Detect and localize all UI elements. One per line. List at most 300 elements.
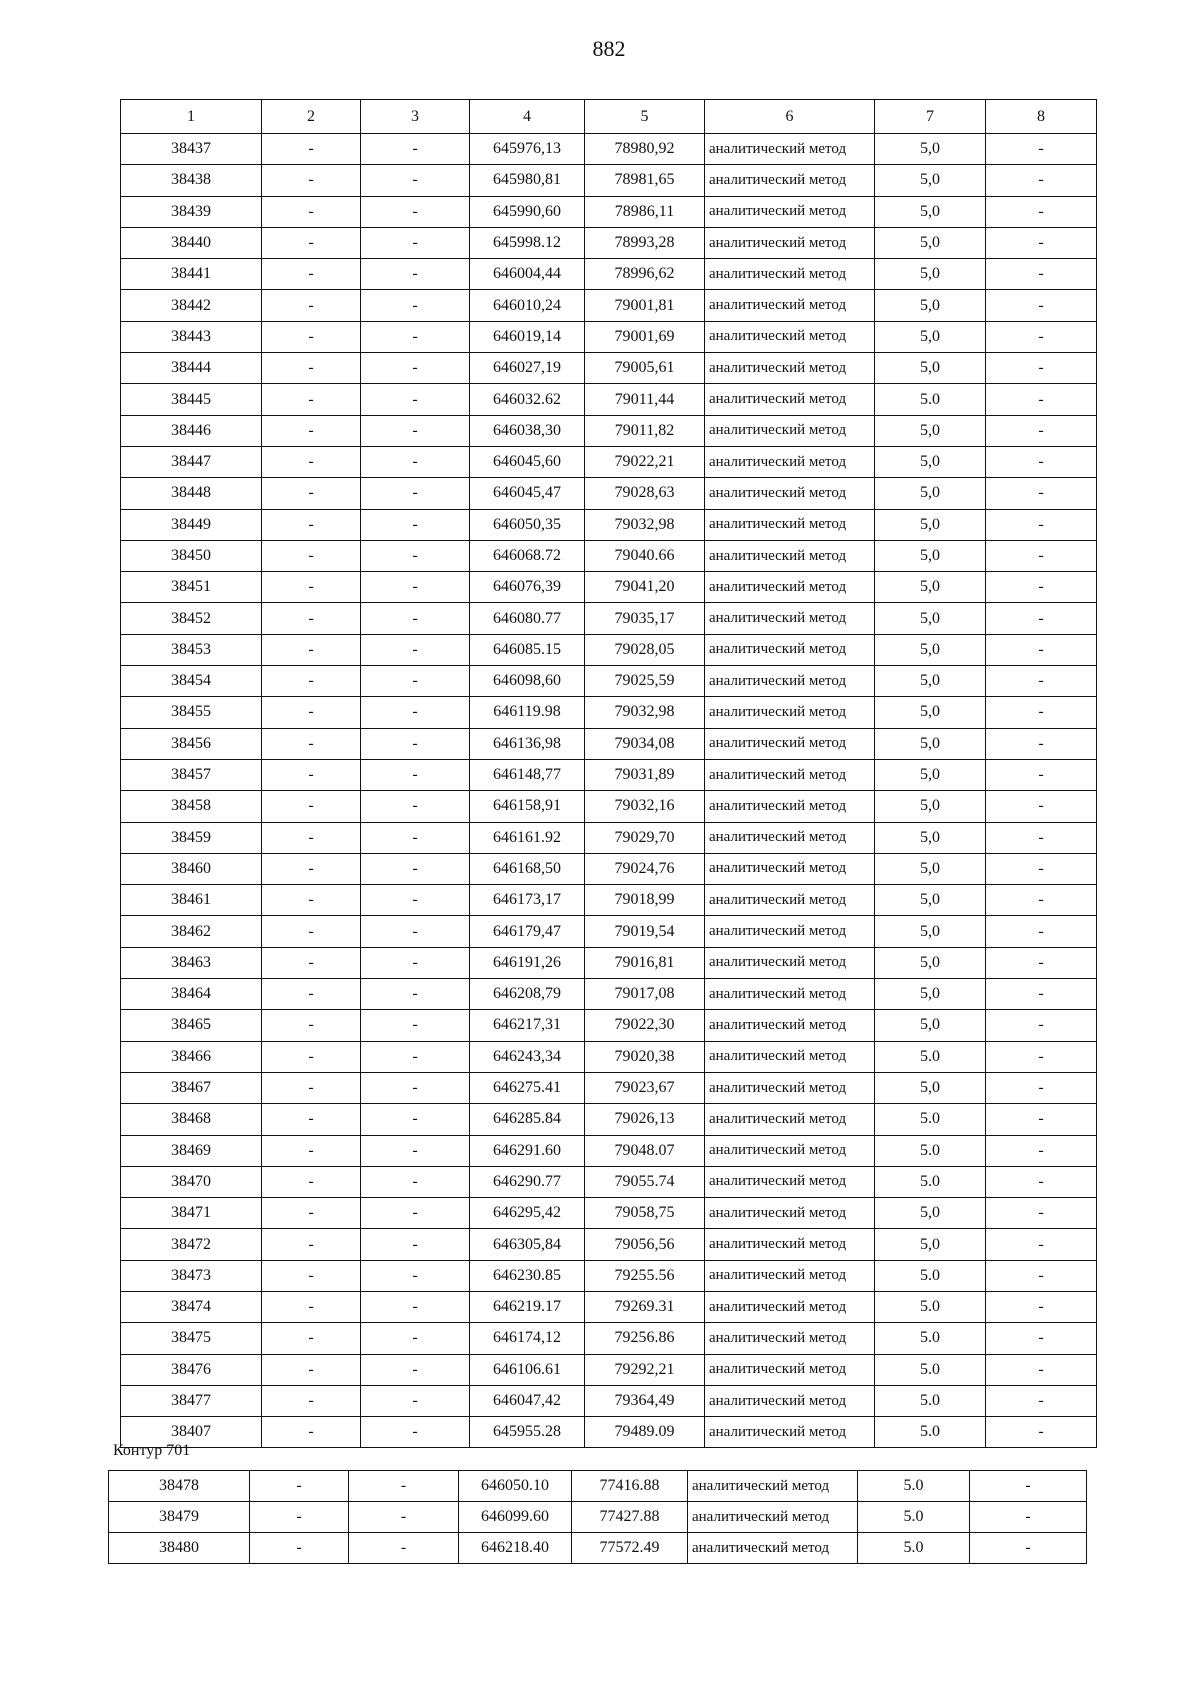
column-header: 3 <box>361 100 470 134</box>
table-cell: 79055.74 <box>585 1166 705 1197</box>
table-cell: 646174,12 <box>470 1323 585 1354</box>
table-cell: - <box>361 290 470 321</box>
table-cell: аналитический метод <box>705 1260 875 1291</box>
table-cell: аналитический метод <box>688 1533 858 1564</box>
contour-701-table <box>108 1470 1087 1564</box>
table-cell: - <box>361 1354 470 1385</box>
table-cell: 38449 <box>121 509 262 540</box>
table-cell: - <box>986 1229 1097 1260</box>
table-cell: 38443 <box>121 321 262 352</box>
table-cell: 38447 <box>121 446 262 477</box>
table-row <box>121 1417 1097 1448</box>
table-cell: - <box>986 1010 1097 1041</box>
table-cell: - <box>349 1471 459 1502</box>
table-cell: - <box>361 509 470 540</box>
table-cell: - <box>262 885 361 916</box>
table-cell: - <box>986 885 1097 916</box>
table-cell: 5,0 <box>875 415 986 446</box>
table-cell: - <box>986 634 1097 665</box>
table-cell: аналитический метод <box>705 478 875 509</box>
table-cell: - <box>361 1041 470 1072</box>
table-cell: 77427.88 <box>572 1502 688 1533</box>
table-cell: - <box>986 446 1097 477</box>
table-cell: - <box>262 1041 361 1072</box>
table-cell: - <box>361 259 470 290</box>
table-cell: - <box>361 791 470 822</box>
table-row <box>121 1166 1097 1197</box>
table-cell: - <box>262 353 361 384</box>
table-cell: - <box>986 1354 1097 1385</box>
table-cell: 78981,65 <box>585 165 705 196</box>
table-row <box>121 666 1097 697</box>
table-cell: - <box>361 1323 470 1354</box>
table-cell: 646291.60 <box>470 1135 585 1166</box>
table-cell: - <box>349 1502 459 1533</box>
table-cell: - <box>986 1260 1097 1291</box>
table-cell: 5,0 <box>875 165 986 196</box>
table-cell: 79034,08 <box>585 728 705 759</box>
table-cell: - <box>986 603 1097 634</box>
table-row <box>121 1354 1097 1385</box>
table-row <box>121 1323 1097 1354</box>
table-cell: - <box>262 1198 361 1229</box>
table-cell: 646076,39 <box>470 572 585 603</box>
table-cell: 5,0 <box>875 634 986 665</box>
table-row <box>109 1533 1087 1564</box>
table-cell: 78980,92 <box>585 134 705 165</box>
table-cell: 646050.10 <box>459 1471 572 1502</box>
table-cell: 38479 <box>109 1502 250 1533</box>
table-row <box>121 853 1097 884</box>
table-cell: - <box>986 822 1097 853</box>
table-cell: аналитический метод <box>705 634 875 665</box>
table-cell: 645980,81 <box>470 165 585 196</box>
table-cell: - <box>361 1385 470 1416</box>
table-cell: 5,0 <box>875 196 986 227</box>
table-row <box>121 1229 1097 1260</box>
table-cell: 5.0 <box>858 1471 970 1502</box>
table-cell: 38446 <box>121 415 262 446</box>
table-cell: аналитический метод <box>705 509 875 540</box>
table-cell: 5.0 <box>875 1417 986 1448</box>
table-cell: 38445 <box>121 384 262 415</box>
table-cell: 79011,82 <box>585 415 705 446</box>
table-cell: - <box>986 791 1097 822</box>
table-cell: - <box>262 1385 361 1416</box>
table-cell: 38470 <box>121 1166 262 1197</box>
table-cell: - <box>262 1166 361 1197</box>
table-cell: - <box>262 666 361 697</box>
table-cell: 645955.28 <box>470 1417 585 1448</box>
table-cell: 5.0 <box>875 384 986 415</box>
table-row <box>121 540 1097 571</box>
table-cell: 38452 <box>121 603 262 634</box>
table-cell: 5,0 <box>875 509 986 540</box>
table-cell: 79001,69 <box>585 321 705 352</box>
table-cell: 79041,20 <box>585 572 705 603</box>
table-cell: 79256.86 <box>585 1323 705 1354</box>
table-cell: 38437 <box>121 134 262 165</box>
table-cell: аналитический метод <box>705 353 875 384</box>
table-cell: аналитический метод <box>688 1471 858 1502</box>
table-cell: аналитический метод <box>705 259 875 290</box>
table-cell: - <box>986 353 1097 384</box>
table-cell: аналитический метод <box>705 1198 875 1229</box>
table-cell: - <box>361 1260 470 1291</box>
table-cell: 5,0 <box>875 759 986 790</box>
table-cell: - <box>361 1072 470 1103</box>
table-cell: аналитический метод <box>705 1291 875 1322</box>
table-cell: - <box>986 321 1097 352</box>
table-cell: - <box>361 165 470 196</box>
table-cell: 79020,38 <box>585 1041 705 1072</box>
table-cell: - <box>361 1104 470 1135</box>
table-cell: 38475 <box>121 1323 262 1354</box>
table-cell: 646285.84 <box>470 1104 585 1135</box>
table-cell: аналитический метод <box>705 1354 875 1385</box>
column-header: 4 <box>470 100 585 134</box>
table-cell: - <box>361 540 470 571</box>
table-cell: 79016,81 <box>585 947 705 978</box>
table-cell: 79035,17 <box>585 603 705 634</box>
table-cell: - <box>986 540 1097 571</box>
table-cell: - <box>361 728 470 759</box>
table-cell: аналитический метод <box>705 822 875 853</box>
table-cell: 79029,70 <box>585 822 705 853</box>
table-cell: 5.0 <box>875 1323 986 1354</box>
table-cell: 38407 <box>121 1417 262 1448</box>
table-cell: - <box>262 947 361 978</box>
table-cell: - <box>361 603 470 634</box>
table-cell: 646099.60 <box>459 1502 572 1533</box>
table-cell: аналитический метод <box>705 1135 875 1166</box>
table-cell: - <box>250 1533 349 1564</box>
table-row <box>121 290 1097 321</box>
table-cell: аналитический метод <box>705 1323 875 1354</box>
table-cell: 78986,11 <box>585 196 705 227</box>
table-cell: - <box>361 1198 470 1229</box>
table-cell: 79023,67 <box>585 1072 705 1103</box>
table-cell: 646027,19 <box>470 353 585 384</box>
table-row <box>109 1471 1087 1502</box>
contour-label: Контур 701 <box>113 1442 191 1459</box>
table-cell: - <box>986 1072 1097 1103</box>
table-row <box>121 165 1097 196</box>
table-cell: 79017,08 <box>585 979 705 1010</box>
table-cell: 646098,60 <box>470 666 585 697</box>
table-row <box>121 384 1097 415</box>
table-cell: 646019,14 <box>470 321 585 352</box>
table-cell: - <box>262 979 361 1010</box>
table-cell: - <box>262 853 361 884</box>
table-row <box>121 1385 1097 1416</box>
table-cell: - <box>250 1471 349 1502</box>
table-cell: - <box>361 916 470 947</box>
table-cell: - <box>986 1166 1097 1197</box>
table-row <box>121 1291 1097 1322</box>
table-cell: аналитический метод <box>705 196 875 227</box>
table-row <box>121 259 1097 290</box>
table-row <box>121 353 1097 384</box>
table-cell: 38456 <box>121 728 262 759</box>
table-row <box>121 1104 1097 1135</box>
table-row <box>121 196 1097 227</box>
table-row <box>121 822 1097 853</box>
table-cell: - <box>250 1502 349 1533</box>
table-cell: 38477 <box>121 1385 262 1416</box>
table-cell: аналитический метод <box>705 1417 875 1448</box>
table-cell: 5,0 <box>875 666 986 697</box>
table-cell: 646010,24 <box>470 290 585 321</box>
table-cell: 646305,84 <box>470 1229 585 1260</box>
table-cell: 645998.12 <box>470 227 585 258</box>
table-cell: аналитический метод <box>705 227 875 258</box>
table-cell: - <box>986 384 1097 415</box>
table-cell: 646106.61 <box>470 1354 585 1385</box>
table-cell: - <box>986 1135 1097 1166</box>
table-cell: 646045,60 <box>470 446 585 477</box>
table-cell: 646119.98 <box>470 697 585 728</box>
table-cell: - <box>262 1229 361 1260</box>
table-row <box>121 791 1097 822</box>
page-number: 882 <box>592 36 626 61</box>
table-cell: - <box>361 353 470 384</box>
table-cell: 646004,44 <box>470 259 585 290</box>
table-cell: - <box>262 321 361 352</box>
table-cell: 79011,44 <box>585 384 705 415</box>
table-cell: - <box>970 1471 1087 1502</box>
table-cell: 646217,31 <box>470 1010 585 1041</box>
table-cell: аналитический метод <box>705 759 875 790</box>
table-cell: аналитический метод <box>705 572 875 603</box>
table-row <box>121 1260 1097 1291</box>
table-cell: 79031,89 <box>585 759 705 790</box>
table-cell: - <box>262 916 361 947</box>
table-row <box>121 1010 1097 1041</box>
table-cell: - <box>986 1385 1097 1416</box>
table-cell: 38438 <box>121 165 262 196</box>
table-cell: - <box>262 1135 361 1166</box>
table-cell: 646047,42 <box>470 1385 585 1416</box>
table-cell: - <box>361 415 470 446</box>
table-cell: 79048.07 <box>585 1135 705 1166</box>
table-cell: 646038,30 <box>470 415 585 446</box>
table-cell: аналитический метод <box>705 415 875 446</box>
table-cell: 5,0 <box>875 1010 986 1041</box>
column-header: 5 <box>585 100 705 134</box>
table-cell: 77416.88 <box>572 1471 688 1502</box>
table-cell: 79024,76 <box>585 853 705 884</box>
table-cell: - <box>986 916 1097 947</box>
table-cell: 5,0 <box>875 697 986 728</box>
table-cell: 38467 <box>121 1072 262 1103</box>
table-cell: аналитический метод <box>705 885 875 916</box>
table-cell: 5,0 <box>875 1198 986 1229</box>
table-cell: - <box>262 165 361 196</box>
table-cell: 79255.56 <box>585 1260 705 1291</box>
table-cell: 38469 <box>121 1135 262 1166</box>
table-cell: - <box>361 634 470 665</box>
table-cell: 5,0 <box>875 947 986 978</box>
table-cell: - <box>361 853 470 884</box>
table-cell: 38442 <box>121 290 262 321</box>
table-cell: 38459 <box>121 822 262 853</box>
table-cell: - <box>262 509 361 540</box>
table-cell: - <box>262 478 361 509</box>
table-cell: аналитический метод <box>688 1502 858 1533</box>
table-cell: аналитический метод <box>705 791 875 822</box>
table-cell: 79032,98 <box>585 509 705 540</box>
table-cell: 79040.66 <box>585 540 705 571</box>
table-cell: 5,0 <box>875 134 986 165</box>
table-cell: 38453 <box>121 634 262 665</box>
table-cell: 5,0 <box>875 259 986 290</box>
table-cell: - <box>262 290 361 321</box>
table-row <box>121 697 1097 728</box>
table-cell: 79028,63 <box>585 478 705 509</box>
table-cell: - <box>361 759 470 790</box>
table-cell: 646191,26 <box>470 947 585 978</box>
table-cell: - <box>361 134 470 165</box>
table-cell: 646148,77 <box>470 759 585 790</box>
table-cell: 646208,79 <box>470 979 585 1010</box>
table-row <box>121 979 1097 1010</box>
table-cell: 646173,17 <box>470 885 585 916</box>
table-cell: 5.0 <box>858 1502 970 1533</box>
table-cell: 79364,49 <box>585 1385 705 1416</box>
table-row <box>121 572 1097 603</box>
table-cell: - <box>986 415 1097 446</box>
table-cell: - <box>361 1417 470 1448</box>
table-cell: - <box>262 227 361 258</box>
table-row <box>121 1198 1097 1229</box>
table-row <box>121 509 1097 540</box>
table-cell: - <box>970 1533 1087 1564</box>
table-cell: - <box>361 1291 470 1322</box>
table-cell: 5,0 <box>875 478 986 509</box>
table-cell: 646243,34 <box>470 1041 585 1072</box>
table-cell: - <box>361 1166 470 1197</box>
table-cell: 5,0 <box>875 916 986 947</box>
table-cell: 646218.40 <box>459 1533 572 1564</box>
table-cell: 646168,50 <box>470 853 585 884</box>
table-cell: - <box>262 415 361 446</box>
table-cell: аналитический метод <box>705 446 875 477</box>
table-cell: 38471 <box>121 1198 262 1229</box>
table-cell: - <box>986 1104 1097 1135</box>
table-cell: 79001,81 <box>585 290 705 321</box>
table-cell: аналитический метод <box>705 1072 875 1103</box>
table-cell: 5,0 <box>875 979 986 1010</box>
table-cell: 38444 <box>121 353 262 384</box>
table-cell: 38478 <box>109 1471 250 1502</box>
table-cell: 5,0 <box>875 885 986 916</box>
table-cell: - <box>986 134 1097 165</box>
table-cell: 38450 <box>121 540 262 571</box>
table-cell: - <box>970 1502 1087 1533</box>
table-cell: 79058,75 <box>585 1198 705 1229</box>
table-cell: - <box>361 196 470 227</box>
table-cell: аналитический метод <box>705 979 875 1010</box>
table-cell: аналитический метод <box>705 1010 875 1041</box>
table-cell: 38455 <box>121 697 262 728</box>
table-cell: - <box>262 1260 361 1291</box>
table-cell: - <box>262 540 361 571</box>
table-cell: аналитический метод <box>705 321 875 352</box>
table-cell: 5,0 <box>875 1229 986 1260</box>
table-cell: - <box>361 1135 470 1166</box>
table-cell: 79022,30 <box>585 1010 705 1041</box>
table-cell: - <box>361 979 470 1010</box>
table-cell: - <box>262 1354 361 1385</box>
table-row <box>121 227 1097 258</box>
table-cell: 38472 <box>121 1229 262 1260</box>
table-cell: - <box>262 1072 361 1103</box>
table-cell: аналитический метод <box>705 697 875 728</box>
table-cell: 38468 <box>121 1104 262 1135</box>
table-cell: - <box>986 759 1097 790</box>
table-cell: 5,0 <box>875 822 986 853</box>
table-cell: 5,0 <box>875 446 986 477</box>
table-cell: - <box>361 1229 470 1260</box>
table-cell: 5.0 <box>875 1385 986 1416</box>
table-cell: - <box>986 853 1097 884</box>
table-cell: 5,0 <box>875 853 986 884</box>
table-cell: 79489.09 <box>585 1417 705 1448</box>
table-cell: 79269.31 <box>585 1291 705 1322</box>
table-cell: 77572.49 <box>572 1533 688 1564</box>
table-cell: - <box>361 1010 470 1041</box>
table-row <box>121 446 1097 477</box>
table-cell: 79026,13 <box>585 1104 705 1135</box>
table-cell: аналитический метод <box>705 540 875 571</box>
table-row <box>121 759 1097 790</box>
table-row <box>121 134 1097 165</box>
table-cell: 646161.92 <box>470 822 585 853</box>
table-cell: - <box>262 759 361 790</box>
table-row <box>121 916 1097 947</box>
table-cell: - <box>262 1323 361 1354</box>
table-cell: - <box>262 1104 361 1135</box>
table-cell: - <box>361 822 470 853</box>
table-cell: 38440 <box>121 227 262 258</box>
table-cell: 38439 <box>121 196 262 227</box>
table-cell: - <box>361 384 470 415</box>
table-cell: - <box>986 196 1097 227</box>
table-cell: аналитический метод <box>705 1385 875 1416</box>
table-cell: 646295,42 <box>470 1198 585 1229</box>
table-cell: 38454 <box>121 666 262 697</box>
table-cell: 646032.62 <box>470 384 585 415</box>
table-cell: 646050,35 <box>470 509 585 540</box>
table-cell: аналитический метод <box>705 916 875 947</box>
table-cell: - <box>262 134 361 165</box>
table-cell: 79025,59 <box>585 666 705 697</box>
table-cell: - <box>986 1198 1097 1229</box>
table-cell: 5.0 <box>858 1533 970 1564</box>
table-cell: аналитический метод <box>705 853 875 884</box>
table-header-row <box>121 100 1097 134</box>
table-cell: 5.0 <box>875 1354 986 1385</box>
table-cell: 79028,05 <box>585 634 705 665</box>
table-cell: 5,0 <box>875 728 986 759</box>
table-row <box>121 603 1097 634</box>
table-cell: - <box>361 478 470 509</box>
table-cell: 38448 <box>121 478 262 509</box>
table-cell: 78996,62 <box>585 259 705 290</box>
table-cell: 5,0 <box>875 572 986 603</box>
table-cell: 5.0 <box>875 1135 986 1166</box>
